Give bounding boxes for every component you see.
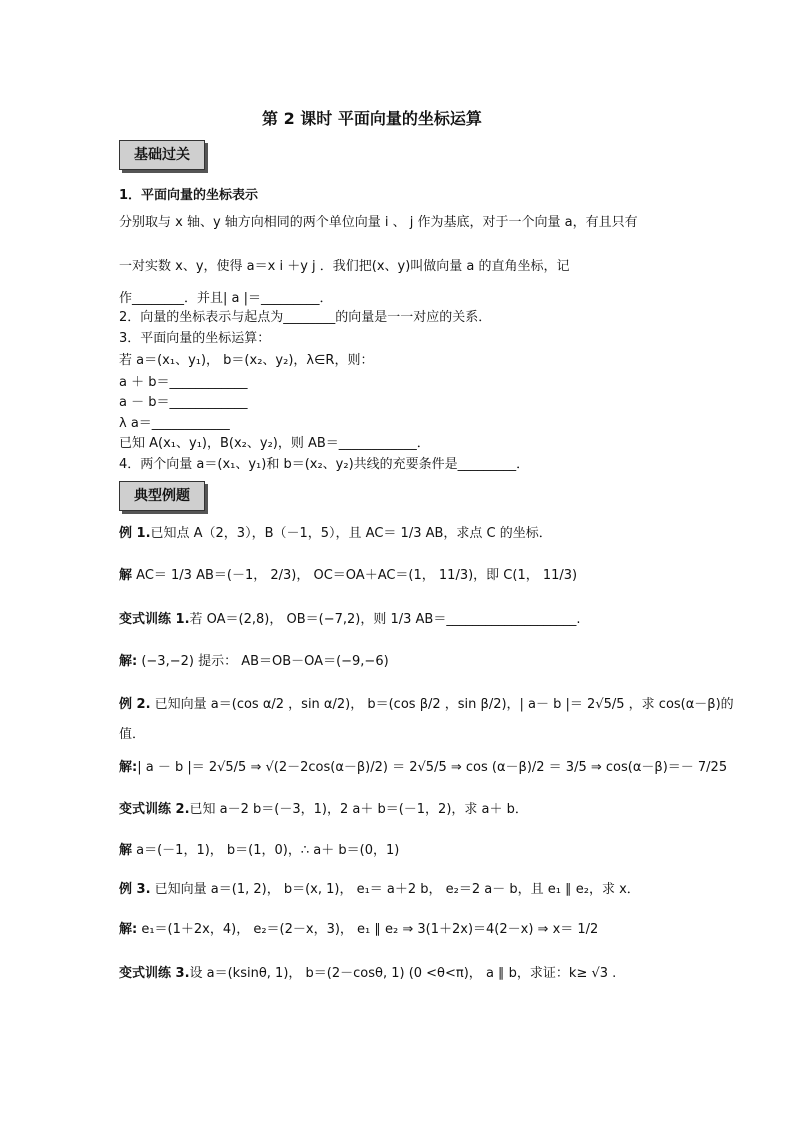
example-2 [119, 693, 734, 712]
solution-1 [119, 564, 577, 583]
variant-1 [119, 608, 581, 627]
variant-1-text: 若 OA＝(2,8)， OB＝(−7,2)，则 1/3 AB＝____________________. [189, 612, 581, 627]
solution-1-text: AC＝ 1/3 AB＝(－1， 2/3)， OC＝OA＋AC＝(1， 11/3)，即 C(1， 11/3) [132, 568, 578, 583]
item-3-sum: a ＋ b＝____________ [119, 375, 248, 390]
item-2-text: 2．向量的坐标表示与起点为________的向量是一一对应的关系． [119, 310, 492, 325]
item-1-text-line-3: 作________．并且| a |＝_________． [119, 291, 333, 306]
item-3-difference: a － b＝____________ [119, 395, 248, 410]
solution-2-text: | a － b |＝ 2√5/5 ⇒ √(2－2cos(α－β)/2) ＝ 2√5/5 ⇒ cos (α－β)/2 ＝ 3/5 ⇒ cos(α－β)＝－ 7/25 [137, 760, 728, 775]
item-1-heading: 1．平面向量的坐标表示 [119, 188, 259, 203]
solution-3-label: 解: [119, 922, 138, 937]
section-examples-label: 典型例题 [119, 481, 205, 511]
solution-3-text: e₁＝(1＋2x，4)， e₂＝(2－x，3)， e₁ ∥ e₂ ⇒ 3(1＋2x)＝4(2－x) ⇒ x＝ 1/2 [137, 922, 599, 937]
variant-2-solution-text: a＝(－1，1)， b＝(1，0)，∴ a＋ b＝(0，1) [132, 843, 400, 858]
example-1-label: 例 1. [119, 526, 151, 541]
example-3-label: 例 3. [119, 882, 151, 897]
variant-1-label: 变式训练 1. [119, 612, 190, 627]
solution-2 [119, 756, 727, 775]
item-3-heading: 3．平面向量的坐标运算： [119, 331, 271, 346]
example-2-text: 已知向量 a＝(cos α/2 ，sin α/2)， b＝(cos β/2 ，sin β/2)，| a－ b |＝ 2√5/5 ，求 cos(α－β)的 [150, 697, 734, 712]
variant-2-text: 已知 a－2 b＝(－3，1)，2 a＋ b＝(－1，2)，求 a＋ b． [189, 802, 528, 817]
example-2-text-line-2: 值． [119, 727, 146, 742]
item-3-points: 已知 A(x₁、y₁)，B(x₂、y₂)，则 AB＝____________． [119, 436, 430, 451]
item-3-given: 若 a＝(x₁、y₁)， b＝(x₂、y₂)，λ∈R，则： [119, 353, 374, 368]
variant-3-label: 变式训练 3. [119, 966, 190, 981]
solution-3 [119, 918, 598, 937]
variant-2-solution-label: 解 [119, 843, 133, 858]
variant-2 [119, 798, 528, 817]
example-2-label: 例 2. [119, 697, 151, 712]
solution-2-label: 解: [119, 760, 138, 775]
item-3-scalar: λ a＝____________ [119, 416, 230, 431]
solution-1-label: 解 [119, 568, 133, 583]
example-1-text: 已知点 A（2，3），B（－1，5），且 AC＝ 1/3 AB，求点 C 的坐标． [150, 526, 552, 541]
item-1-text-line-1: 分别取与 x 轴、y 轴方向相同的两个单位向量 i 、 j 作为基底，对于一个向量 a，有且只有 [119, 215, 638, 230]
variant-1-solution-text: (−3,−2) 提示： AB＝OB－OA＝(−9,−6) [137, 654, 389, 669]
variant-3-text: 设 a＝(ksinθ, 1)， b＝(2－cosθ, 1) (0 <θ<π)， a ∥ b，求证：k≥ √3 . [189, 966, 617, 981]
variant-2-solution [119, 839, 399, 858]
variant-1-solution-label: 解: [119, 654, 138, 669]
item-1-text-line-2: 一对实数 x、y，使得 a＝x i ＋y j ．我们把(x、y)叫做向量 a 的直角坐标，记 [119, 259, 570, 274]
example-1 [119, 522, 552, 541]
variant-2-label: 变式训练 2. [119, 802, 190, 817]
section-basic-label: 基础过关 [119, 140, 205, 170]
example-3-text: 已知向量 a＝(1, 2)， b＝(x, 1)， e₁＝ a＋2 b， e₂＝2 a－ b，且 e₁ ∥ e₂，求 x． [150, 882, 640, 897]
example-3 [119, 878, 640, 897]
page-title: 第 2 课时 平面向量的坐标运算 [262, 109, 482, 128]
variant-1-solution [119, 650, 389, 669]
variant-3 [119, 962, 616, 981]
item-4-text: 4．两个向量 a＝(x₁、y₁)和 b＝(x₂、y₂)共线的充要条件是_________． [119, 457, 530, 472]
